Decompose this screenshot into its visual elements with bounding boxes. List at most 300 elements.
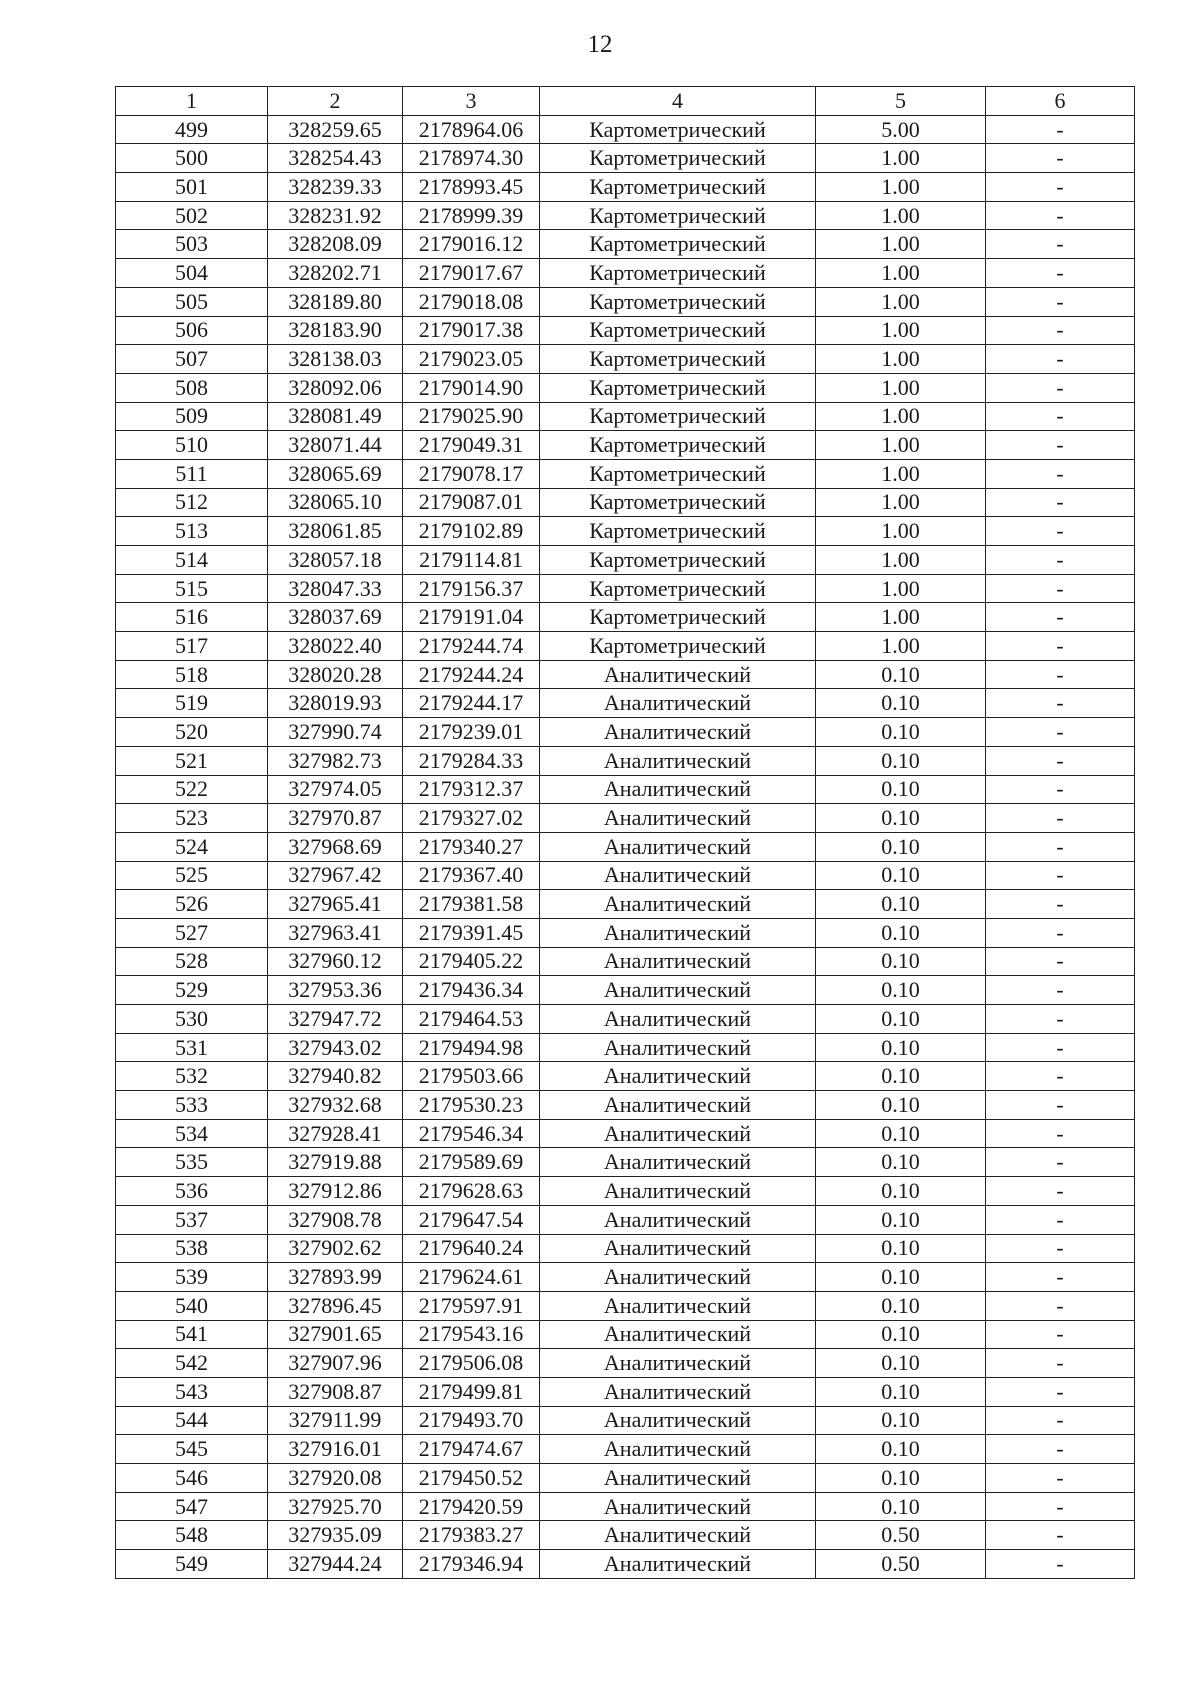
accuracy-cell: 0.10 bbox=[816, 1091, 986, 1120]
point-number-cell: 512 bbox=[116, 488, 268, 517]
method-cell: Картометрический bbox=[540, 316, 816, 345]
point-number-cell: 509 bbox=[116, 402, 268, 431]
point-number-cell: 503 bbox=[116, 230, 268, 259]
table-row bbox=[116, 718, 1135, 747]
x-coordinate-cell: 328254.43 bbox=[268, 144, 403, 173]
method-cell: Картометрический bbox=[540, 574, 816, 603]
y-coordinate-cell: 2179367.40 bbox=[403, 861, 540, 890]
description-cell: - bbox=[986, 201, 1135, 230]
description-cell: - bbox=[986, 1349, 1135, 1378]
accuracy-cell: 1.00 bbox=[816, 373, 986, 402]
x-coordinate-cell: 327932.68 bbox=[268, 1091, 403, 1120]
accuracy-cell: 0.10 bbox=[816, 660, 986, 689]
x-coordinate-cell: 327911.99 bbox=[268, 1406, 403, 1435]
description-cell: - bbox=[986, 316, 1135, 345]
description-cell: - bbox=[986, 574, 1135, 603]
description-cell: - bbox=[986, 976, 1135, 1005]
point-number-cell: 548 bbox=[116, 1521, 268, 1550]
description-cell: - bbox=[986, 804, 1135, 833]
x-coordinate-cell: 327944.24 bbox=[268, 1550, 403, 1579]
accuracy-cell: 0.10 bbox=[816, 861, 986, 890]
accuracy-cell: 1.00 bbox=[816, 316, 986, 345]
y-coordinate-cell: 2179589.69 bbox=[403, 1148, 540, 1177]
method-cell: Аналитический bbox=[540, 861, 816, 890]
point-number-cell: 545 bbox=[116, 1435, 268, 1464]
method-cell: Картометрический bbox=[540, 373, 816, 402]
x-coordinate-cell: 327908.78 bbox=[268, 1205, 403, 1234]
method-cell: Аналитический bbox=[540, 718, 816, 747]
accuracy-cell: 0.10 bbox=[816, 1033, 986, 1062]
table-row bbox=[116, 259, 1135, 288]
y-coordinate-cell: 2179506.08 bbox=[403, 1349, 540, 1378]
x-coordinate-cell: 328047.33 bbox=[268, 574, 403, 603]
description-cell: - bbox=[986, 1234, 1135, 1263]
description-cell: - bbox=[986, 718, 1135, 747]
point-number-cell: 518 bbox=[116, 660, 268, 689]
table-row bbox=[116, 947, 1135, 976]
point-number-cell: 532 bbox=[116, 1062, 268, 1091]
table-row bbox=[116, 1435, 1135, 1464]
point-number-cell: 535 bbox=[116, 1148, 268, 1177]
accuracy-cell: 0.10 bbox=[816, 1005, 986, 1034]
accuracy-cell: 1.00 bbox=[816, 431, 986, 460]
accuracy-cell: 1.00 bbox=[816, 345, 986, 374]
point-number-cell: 544 bbox=[116, 1406, 268, 1435]
x-coordinate-cell: 327974.05 bbox=[268, 775, 403, 804]
point-number-cell: 510 bbox=[116, 431, 268, 460]
point-number-cell: 519 bbox=[116, 689, 268, 718]
table-row bbox=[116, 1406, 1135, 1435]
method-cell: Аналитический bbox=[540, 1091, 816, 1120]
coordinates-table bbox=[115, 86, 1135, 1579]
description-cell: - bbox=[986, 144, 1135, 173]
x-coordinate-cell: 328022.40 bbox=[268, 632, 403, 661]
point-number-cell: 527 bbox=[116, 918, 268, 947]
description-cell: - bbox=[986, 1033, 1135, 1062]
accuracy-cell: 1.00 bbox=[816, 488, 986, 517]
table-row bbox=[116, 488, 1135, 517]
description-cell: - bbox=[986, 890, 1135, 919]
point-number-cell: 526 bbox=[116, 890, 268, 919]
method-cell: Картометрический bbox=[540, 488, 816, 517]
table-row bbox=[116, 316, 1135, 345]
table-row bbox=[116, 660, 1135, 689]
table-row bbox=[116, 1148, 1135, 1177]
y-coordinate-cell: 2179546.34 bbox=[403, 1119, 540, 1148]
header-cell-2: 2 bbox=[268, 87, 403, 116]
table-row bbox=[116, 1291, 1135, 1320]
accuracy-cell: 0.10 bbox=[816, 1205, 986, 1234]
y-coordinate-cell: 2179244.24 bbox=[403, 660, 540, 689]
description-cell: - bbox=[986, 689, 1135, 718]
method-cell: Аналитический bbox=[540, 1205, 816, 1234]
y-coordinate-cell: 2179327.02 bbox=[403, 804, 540, 833]
method-cell: Аналитический bbox=[540, 1435, 816, 1464]
table-row bbox=[116, 517, 1135, 546]
description-cell: - bbox=[986, 1205, 1135, 1234]
y-coordinate-cell: 2179346.94 bbox=[403, 1550, 540, 1579]
point-number-cell: 508 bbox=[116, 373, 268, 402]
header-cell-3: 3 bbox=[403, 87, 540, 116]
method-cell: Аналитический bbox=[540, 1464, 816, 1493]
x-coordinate-cell: 327919.88 bbox=[268, 1148, 403, 1177]
y-coordinate-cell: 2179312.37 bbox=[403, 775, 540, 804]
accuracy-cell: 5.00 bbox=[816, 115, 986, 144]
y-coordinate-cell: 2178974.30 bbox=[403, 144, 540, 173]
table-row bbox=[116, 918, 1135, 947]
description-cell: - bbox=[986, 287, 1135, 316]
x-coordinate-cell: 327967.42 bbox=[268, 861, 403, 890]
method-cell: Картометрический bbox=[540, 115, 816, 144]
table-row bbox=[116, 1033, 1135, 1062]
method-cell: Аналитический bbox=[540, 775, 816, 804]
y-coordinate-cell: 2179156.37 bbox=[403, 574, 540, 603]
point-number-cell: 520 bbox=[116, 718, 268, 747]
description-cell: - bbox=[986, 1177, 1135, 1206]
method-cell: Аналитический bbox=[540, 1062, 816, 1091]
table-row bbox=[116, 1062, 1135, 1091]
method-cell: Аналитический bbox=[540, 1263, 816, 1292]
accuracy-cell: 0.10 bbox=[816, 918, 986, 947]
x-coordinate-cell: 328239.33 bbox=[268, 173, 403, 202]
y-coordinate-cell: 2179191.04 bbox=[403, 603, 540, 632]
table-row bbox=[116, 173, 1135, 202]
table-header bbox=[116, 87, 1135, 116]
x-coordinate-cell: 327947.72 bbox=[268, 1005, 403, 1034]
table-row bbox=[116, 1349, 1135, 1378]
y-coordinate-cell: 2179078.17 bbox=[403, 459, 540, 488]
point-number-cell: 522 bbox=[116, 775, 268, 804]
point-number-cell: 516 bbox=[116, 603, 268, 632]
method-cell: Картометрический bbox=[540, 603, 816, 632]
accuracy-cell: 0.10 bbox=[816, 1377, 986, 1406]
table-row bbox=[116, 1550, 1135, 1579]
point-number-cell: 540 bbox=[116, 1291, 268, 1320]
description-cell: - bbox=[986, 230, 1135, 259]
description-cell: - bbox=[986, 259, 1135, 288]
method-cell: Аналитический bbox=[540, 1320, 816, 1349]
description-cell: - bbox=[986, 1550, 1135, 1579]
x-coordinate-cell: 327901.65 bbox=[268, 1320, 403, 1349]
accuracy-cell: 1.00 bbox=[816, 287, 986, 316]
accuracy-cell: 0.10 bbox=[816, 1435, 986, 1464]
x-coordinate-cell: 327982.73 bbox=[268, 746, 403, 775]
y-coordinate-cell: 2179503.66 bbox=[403, 1062, 540, 1091]
point-number-cell: 514 bbox=[116, 546, 268, 575]
x-coordinate-cell: 327908.87 bbox=[268, 1377, 403, 1406]
table-body bbox=[116, 115, 1135, 1578]
x-coordinate-cell: 327912.86 bbox=[268, 1177, 403, 1206]
table-row bbox=[116, 689, 1135, 718]
point-number-cell: 546 bbox=[116, 1464, 268, 1493]
point-number-cell: 538 bbox=[116, 1234, 268, 1263]
description-cell: - bbox=[986, 1005, 1135, 1034]
y-coordinate-cell: 2179624.61 bbox=[403, 1263, 540, 1292]
y-coordinate-cell: 2179017.67 bbox=[403, 259, 540, 288]
description-cell: - bbox=[986, 1148, 1135, 1177]
x-coordinate-cell: 327970.87 bbox=[268, 804, 403, 833]
table-row bbox=[116, 1377, 1135, 1406]
description-cell: - bbox=[986, 373, 1135, 402]
table-row bbox=[116, 632, 1135, 661]
accuracy-cell: 1.00 bbox=[816, 173, 986, 202]
description-cell: - bbox=[986, 402, 1135, 431]
description-cell: - bbox=[986, 947, 1135, 976]
y-coordinate-cell: 2179640.24 bbox=[403, 1234, 540, 1263]
point-number-cell: 505 bbox=[116, 287, 268, 316]
table-row bbox=[116, 890, 1135, 919]
y-coordinate-cell: 2179464.53 bbox=[403, 1005, 540, 1034]
accuracy-cell: 1.00 bbox=[816, 402, 986, 431]
table-row bbox=[116, 144, 1135, 173]
x-coordinate-cell: 328208.09 bbox=[268, 230, 403, 259]
accuracy-cell: 0.10 bbox=[816, 1148, 986, 1177]
accuracy-cell: 0.10 bbox=[816, 1119, 986, 1148]
accuracy-cell: 0.10 bbox=[816, 890, 986, 919]
description-cell: - bbox=[986, 1062, 1135, 1091]
accuracy-cell: 0.10 bbox=[816, 1062, 986, 1091]
x-coordinate-cell: 327896.45 bbox=[268, 1291, 403, 1320]
table-row bbox=[116, 546, 1135, 575]
x-coordinate-cell: 327925.70 bbox=[268, 1492, 403, 1521]
description-cell: - bbox=[986, 918, 1135, 947]
accuracy-cell: 0.10 bbox=[816, 689, 986, 718]
table-row bbox=[116, 1464, 1135, 1493]
y-coordinate-cell: 2179244.74 bbox=[403, 632, 540, 661]
y-coordinate-cell: 2179628.63 bbox=[403, 1177, 540, 1206]
table-row bbox=[116, 345, 1135, 374]
description-cell: - bbox=[986, 488, 1135, 517]
table-row bbox=[116, 1091, 1135, 1120]
description-cell: - bbox=[986, 517, 1135, 546]
point-number-cell: 506 bbox=[116, 316, 268, 345]
table-row bbox=[116, 201, 1135, 230]
point-number-cell: 549 bbox=[116, 1550, 268, 1579]
table-row bbox=[116, 832, 1135, 861]
method-cell: Аналитический bbox=[540, 746, 816, 775]
description-cell: - bbox=[986, 459, 1135, 488]
table-row bbox=[116, 775, 1135, 804]
accuracy-cell: 1.00 bbox=[816, 201, 986, 230]
y-coordinate-cell: 2179049.31 bbox=[403, 431, 540, 460]
method-cell: Аналитический bbox=[540, 1550, 816, 1579]
table-row bbox=[116, 861, 1135, 890]
description-cell: - bbox=[986, 546, 1135, 575]
table-row bbox=[116, 230, 1135, 259]
table-row bbox=[116, 1263, 1135, 1292]
point-number-cell: 534 bbox=[116, 1119, 268, 1148]
table-row bbox=[116, 1492, 1135, 1521]
x-coordinate-cell: 328081.49 bbox=[268, 402, 403, 431]
table-row bbox=[116, 1177, 1135, 1206]
x-coordinate-cell: 327920.08 bbox=[268, 1464, 403, 1493]
y-coordinate-cell: 2179436.34 bbox=[403, 976, 540, 1005]
point-number-cell: 504 bbox=[116, 259, 268, 288]
x-coordinate-cell: 328231.92 bbox=[268, 201, 403, 230]
method-cell: Аналитический bbox=[540, 1521, 816, 1550]
description-cell: - bbox=[986, 345, 1135, 374]
x-coordinate-cell: 328037.69 bbox=[268, 603, 403, 632]
description-cell: - bbox=[986, 861, 1135, 890]
point-number-cell: 501 bbox=[116, 173, 268, 202]
description-cell: - bbox=[986, 775, 1135, 804]
x-coordinate-cell: 328061.85 bbox=[268, 517, 403, 546]
method-cell: Картометрический bbox=[540, 345, 816, 374]
header-row bbox=[116, 87, 1135, 116]
table-row bbox=[116, 1320, 1135, 1349]
y-coordinate-cell: 2179244.17 bbox=[403, 689, 540, 718]
point-number-cell: 542 bbox=[116, 1349, 268, 1378]
accuracy-cell: 0.10 bbox=[816, 1349, 986, 1378]
accuracy-cell: 1.00 bbox=[816, 517, 986, 546]
y-coordinate-cell: 2178999.39 bbox=[403, 201, 540, 230]
y-coordinate-cell: 2179499.81 bbox=[403, 1377, 540, 1406]
point-number-cell: 539 bbox=[116, 1263, 268, 1292]
accuracy-cell: 0.10 bbox=[816, 976, 986, 1005]
table-row bbox=[116, 402, 1135, 431]
x-coordinate-cell: 328065.10 bbox=[268, 488, 403, 517]
accuracy-cell: 0.10 bbox=[816, 1464, 986, 1493]
x-coordinate-cell: 327963.41 bbox=[268, 918, 403, 947]
description-cell: - bbox=[986, 660, 1135, 689]
accuracy-cell: 0.10 bbox=[816, 1291, 986, 1320]
method-cell: Аналитический bbox=[540, 1492, 816, 1521]
method-cell: Картометрический bbox=[540, 402, 816, 431]
x-coordinate-cell: 327907.96 bbox=[268, 1349, 403, 1378]
description-cell: - bbox=[986, 632, 1135, 661]
y-coordinate-cell: 2179018.08 bbox=[403, 287, 540, 316]
method-cell: Аналитический bbox=[540, 1349, 816, 1378]
point-number-cell: 528 bbox=[116, 947, 268, 976]
x-coordinate-cell: 328019.93 bbox=[268, 689, 403, 718]
x-coordinate-cell: 328183.90 bbox=[268, 316, 403, 345]
point-number-cell: 507 bbox=[116, 345, 268, 374]
method-cell: Картометрический bbox=[540, 459, 816, 488]
x-coordinate-cell: 327960.12 bbox=[268, 947, 403, 976]
accuracy-cell: 1.00 bbox=[816, 632, 986, 661]
accuracy-cell: 1.00 bbox=[816, 459, 986, 488]
accuracy-cell: 0.10 bbox=[816, 746, 986, 775]
y-coordinate-cell: 2179543.16 bbox=[403, 1320, 540, 1349]
description-cell: - bbox=[986, 431, 1135, 460]
y-coordinate-cell: 2179087.01 bbox=[403, 488, 540, 517]
description-cell: - bbox=[986, 1406, 1135, 1435]
method-cell: Аналитический bbox=[540, 1119, 816, 1148]
point-number-cell: 499 bbox=[116, 115, 268, 144]
method-cell: Аналитический bbox=[540, 832, 816, 861]
method-cell: Аналитический bbox=[540, 1377, 816, 1406]
method-cell: Аналитический bbox=[540, 890, 816, 919]
description-cell: - bbox=[986, 1091, 1135, 1120]
accuracy-cell: 0.10 bbox=[816, 1320, 986, 1349]
y-coordinate-cell: 2179023.05 bbox=[403, 345, 540, 374]
point-number-cell: 515 bbox=[116, 574, 268, 603]
method-cell: Аналитический bbox=[540, 689, 816, 718]
accuracy-cell: 0.10 bbox=[816, 804, 986, 833]
y-coordinate-cell: 2179102.89 bbox=[403, 517, 540, 546]
table-row bbox=[116, 1005, 1135, 1034]
table-row bbox=[116, 574, 1135, 603]
description-cell: - bbox=[986, 1119, 1135, 1148]
method-cell: Аналитический bbox=[540, 1291, 816, 1320]
y-coordinate-cell: 2179017.38 bbox=[403, 316, 540, 345]
method-cell: Аналитический bbox=[540, 804, 816, 833]
table-row bbox=[116, 1205, 1135, 1234]
y-coordinate-cell: 2179340.27 bbox=[403, 832, 540, 861]
accuracy-cell: 0.10 bbox=[816, 832, 986, 861]
y-coordinate-cell: 2179284.33 bbox=[403, 746, 540, 775]
point-number-cell: 537 bbox=[116, 1205, 268, 1234]
accuracy-cell: 1.00 bbox=[816, 259, 986, 288]
point-number-cell: 525 bbox=[116, 861, 268, 890]
header-cell-1: 1 bbox=[116, 87, 268, 116]
y-coordinate-cell: 2178964.06 bbox=[403, 115, 540, 144]
accuracy-cell: 1.00 bbox=[816, 574, 986, 603]
x-coordinate-cell: 327928.41 bbox=[268, 1119, 403, 1148]
point-number-cell: 517 bbox=[116, 632, 268, 661]
method-cell: Картометрический bbox=[540, 230, 816, 259]
table-row bbox=[116, 746, 1135, 775]
x-coordinate-cell: 328057.18 bbox=[268, 546, 403, 575]
description-cell: - bbox=[986, 1377, 1135, 1406]
x-coordinate-cell: 327968.69 bbox=[268, 832, 403, 861]
x-coordinate-cell: 328071.44 bbox=[268, 431, 403, 460]
y-coordinate-cell: 2179239.01 bbox=[403, 718, 540, 747]
description-cell: - bbox=[986, 1521, 1135, 1550]
accuracy-cell: 1.00 bbox=[816, 230, 986, 259]
description-cell: - bbox=[986, 1291, 1135, 1320]
point-number-cell: 530 bbox=[116, 1005, 268, 1034]
description-cell: - bbox=[986, 1435, 1135, 1464]
y-coordinate-cell: 2179383.27 bbox=[403, 1521, 540, 1550]
table-row bbox=[116, 115, 1135, 144]
table-row bbox=[116, 804, 1135, 833]
accuracy-cell: 0.10 bbox=[816, 1406, 986, 1435]
method-cell: Картометрический bbox=[540, 431, 816, 460]
x-coordinate-cell: 328202.71 bbox=[268, 259, 403, 288]
header-cell-4: 4 bbox=[540, 87, 816, 116]
description-cell: - bbox=[986, 1464, 1135, 1493]
y-coordinate-cell: 2179381.58 bbox=[403, 890, 540, 919]
point-number-cell: 524 bbox=[116, 832, 268, 861]
point-number-cell: 547 bbox=[116, 1492, 268, 1521]
x-coordinate-cell: 327953.36 bbox=[268, 976, 403, 1005]
method-cell: Картометрический bbox=[540, 173, 816, 202]
y-coordinate-cell: 2179405.22 bbox=[403, 947, 540, 976]
accuracy-cell: 0.50 bbox=[816, 1521, 986, 1550]
table-row bbox=[116, 1521, 1135, 1550]
method-cell: Аналитический bbox=[540, 660, 816, 689]
y-coordinate-cell: 2179016.12 bbox=[403, 230, 540, 259]
table-row bbox=[116, 459, 1135, 488]
method-cell: Картометрический bbox=[540, 201, 816, 230]
accuracy-cell: 0.10 bbox=[816, 1234, 986, 1263]
method-cell: Картометрический bbox=[540, 517, 816, 546]
accuracy-cell: 0.50 bbox=[816, 1550, 986, 1579]
x-coordinate-cell: 327965.41 bbox=[268, 890, 403, 919]
header-cell-6: 6 bbox=[986, 87, 1135, 116]
point-number-cell: 511 bbox=[116, 459, 268, 488]
point-number-cell: 523 bbox=[116, 804, 268, 833]
accuracy-cell: 0.10 bbox=[816, 1492, 986, 1521]
y-coordinate-cell: 2179597.91 bbox=[403, 1291, 540, 1320]
method-cell: Картометрический bbox=[540, 144, 816, 173]
accuracy-cell: 0.10 bbox=[816, 1263, 986, 1292]
description-cell: - bbox=[986, 1263, 1135, 1292]
x-coordinate-cell: 328020.28 bbox=[268, 660, 403, 689]
y-coordinate-cell: 2179025.90 bbox=[403, 402, 540, 431]
x-coordinate-cell: 327902.62 bbox=[268, 1234, 403, 1263]
